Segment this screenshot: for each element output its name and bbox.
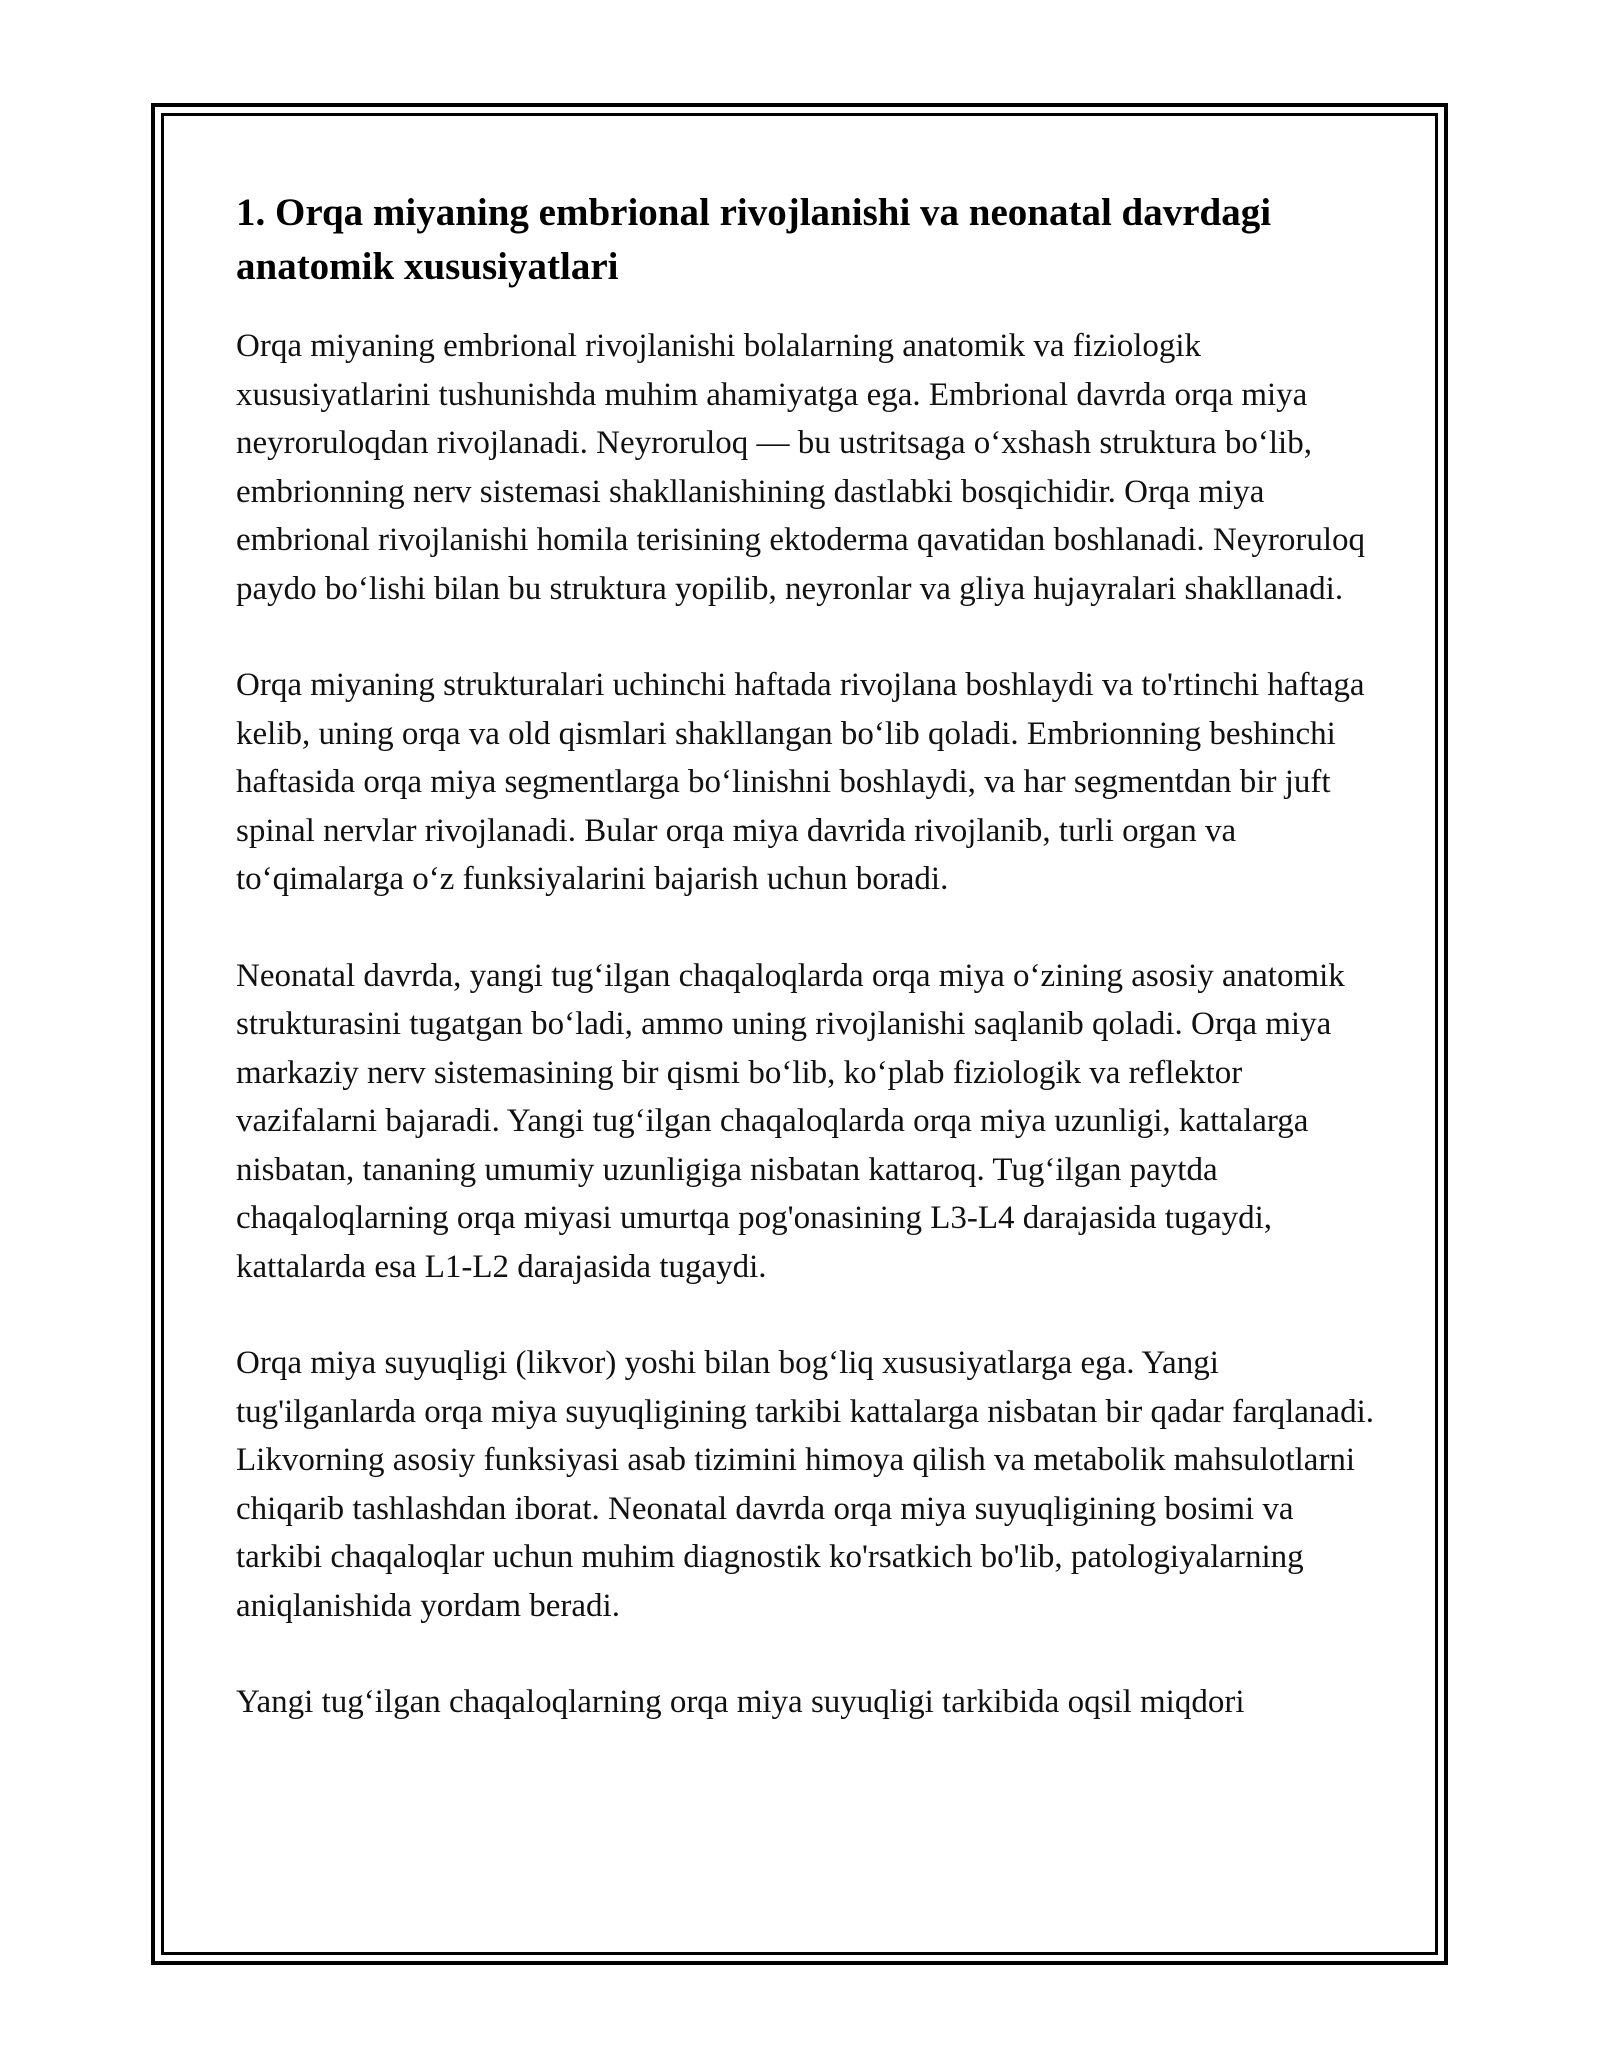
paragraph-3: Neonatal davrda, yangi tug‘ilgan chaqaloqlarda orqa miya o‘zining asosiy anatomik strukturasini tugatgan bo‘ladi, ammo uning rivojlanishi saqlanib qoladi. Orqa miya markaziy nerv sistemasining bir qismi bo‘lib, ko‘plab fiziologik va reflektor vazifalarni bajaradi. Yangi tug‘ilgan chaqaloqlarda orqa miya uzunligi, kattalarga nisbatan, tananing umumiy uzunligiga nisbatan kattaroq. Tug‘ilgan paytda chaqaloqlarning orqa miyasi umurtqa pog'onasining L3-L4 darajasida tugaydi, kattalarda esa L1-L2 darajasida tugaydi. <box>236 957 1345 1285</box>
paragraph-1: Orqa miyaning embrional rivojlanishi bolalarning anatomik va fiziologik xususiyatlarini tushunishda muhim ahamiyatga ega. Embrional davrda orqa miya neyroruloqdan rivojlanadi. Neyroruloq — bu ustritsaga o‘xshash struktura bo‘lib, embrionning nerv sistemasi shakllanishining dastlabki bosqichidir. Orqa miya embrional rivojlanishi homila terisining ektoderma qavatidan boshlanadi. Neyroruloq paydo bo‘lishi bilan bu struktura yopilib, neyronlar va gliya hujayralari shakllanadi. <box>236 328 1366 607</box>
section-title: 1. Orqa miyaning embrional rivojlanishi va neonatal davrdagi anatomik xususiyatlari <box>236 191 1272 288</box>
paragraph-4: Orqa miya suyuqligi (likvor) yoshi bilan bog‘liq xususiyatlarga ega. Yangi tug'ilganlarda orqa miya suyuqligining tarkibi kattalarga nisbatan bir qadar farqlanadi. Likvorning asosiy funksiyasi asab tizimini himoya qilish va metabolik mahsulotlarni chiqarib tashlashdan iborat. Neonatal davrda orqa miya suyuqligining bosimi va tarkibi chaqaloqlar uchun muhim diagnostik ko'rsatkich bo'lib, patologiyalarning aniqlanishida yordam beradi. <box>236 1345 1374 1624</box>
paragraph-2: Orqa miyaning strukturalari uchinchi haftada rivojlana boshlaydi va to'rtinchi haftaga kelib, uning orqa va old qismlari shakllangan bo‘lib qoladi. Embrionning beshinchi haftasida orqa miya segmentlarga bo‘linishni boshlaydi, va har segmentdan bir juft spinal nervlar rivojlanadi. Bular orqa miya davrida rivojlanib, turli organ va to‘qimalarga o‘z funksiyalarini bajarish uchun boradi. <box>236 667 1365 897</box>
document-body <box>236 186 1376 1775</box>
paragraph-5: Yangi tug‘ilgan chaqaloqlarning orqa miya suyuqligi tarkibida oqsil miqdori <box>236 1684 1245 1720</box>
